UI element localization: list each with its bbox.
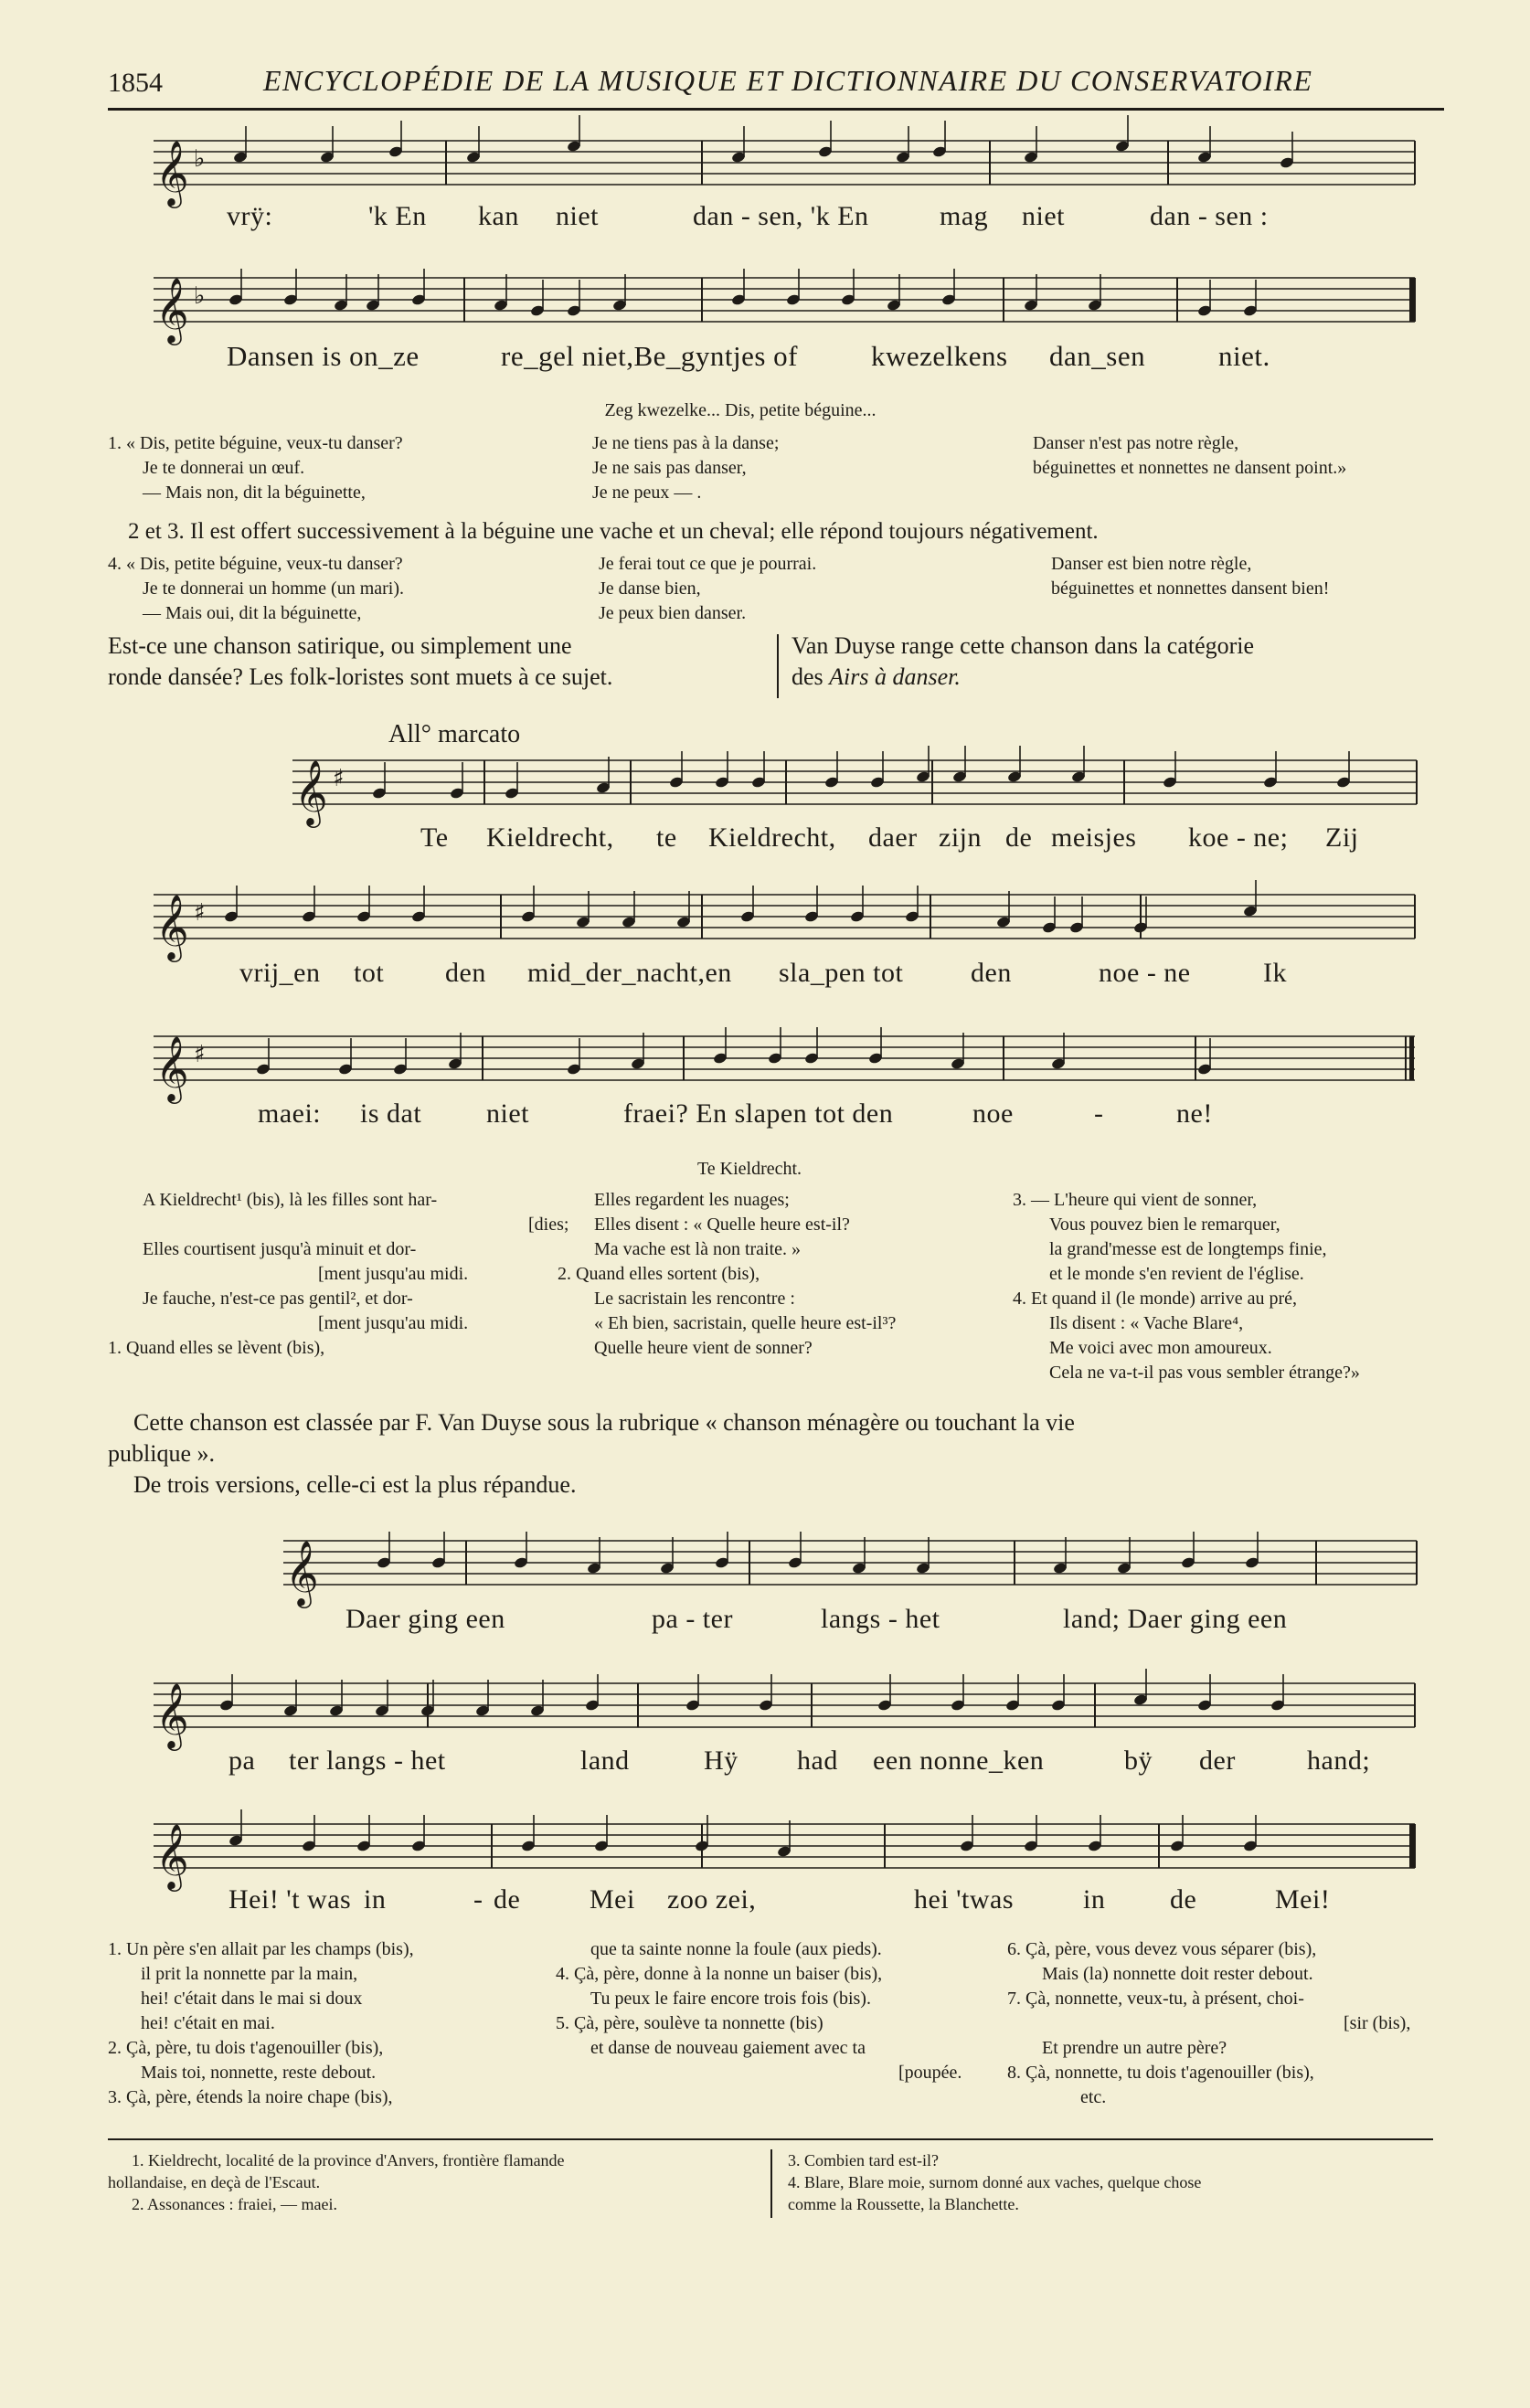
kieldrecht-col3: 3. — L'heure qui vient de sonner, Vous pouvez bien le remarquer, la grand'messe est de longtemps finie, et le monde s'en revient de l'église. 4. Et quand il (le monde) arrive au pré, Ils disent : « Vache Blare⁴, Me voici avec mon amoureux. Cela ne va-t-il pas vous sembler étrange?» (1013, 1190, 1360, 1383)
column-divider (777, 634, 779, 698)
footnote-rule (108, 2138, 1433, 2140)
treble-clef-icon: 𝄞 (155, 1034, 189, 1101)
treble-clef-icon: 𝄞 (155, 1681, 189, 1748)
final-bar-line (1409, 1036, 1414, 1080)
treble-clef-icon: 𝄞 (294, 758, 328, 825)
commentary-left: Est-ce une chanson satirique, ou simplement une ronde dansée? Les folk-loristes sont muets à ce sujet. (108, 632, 613, 690)
treble-clef-icon: 𝄞 (285, 1539, 319, 1606)
tempo-marking: All° marcato (388, 720, 521, 748)
treble-clef-icon: 𝄞 (155, 893, 189, 960)
staff-lines (154, 1824, 1415, 1868)
final-bar-line (1409, 278, 1414, 322)
commentary-song2: Cette chanson est classée par F. Van Duyse sous la rubrique « chanson ménagère ou touchant la vie publique ». De trois versions, celle-ci est la plus répandue. (108, 1409, 1075, 1498)
verse1-col1: 1. « Dis, petite béguine, veux-tu danser? Je te donnerai un œuf. — Mais non, dit la béguinette, (108, 433, 403, 503)
music-staff-song1-line2 (154, 265, 1415, 343)
pater-col2: que ta sainte nonne la foule (aux pieds). 4. Çà, père, donne à la nonne un baiser (bis), Tu peux le faire encore trois fois (bis). 5. Çà, père, soulève ta nonnette (bis) et danse de nouveau gaiement avec ta [poupée. (556, 1939, 962, 2083)
verse23-note: 2 et 3. Il est offert successivement à la béguine une vache et un cheval; elle répond toujours négativement. (128, 519, 1099, 544)
pater-col3: 6. Çà, père, vous devez vous séparer (bis), Mais (la) nonnette doit rester debout. 7. Çà, nonnette, veux-tu, à présent, choi- [sir (bis), Et prendre un autre père? 8. Çà, nonnette, tu dois t'agenouiller (bis), etc. (1007, 1939, 1411, 2107)
page-title: ENCYCLOPÉDIE DE LA MUSIQUE ET DICTIONNAIRE DU CONSERVATOIRE (263, 64, 1313, 97)
staff-lines (154, 895, 1415, 939)
treble-clef-icon: 𝄞 (155, 1822, 189, 1889)
music-staff-song1-line1 (154, 128, 1415, 206)
staff-lines (292, 760, 1417, 804)
verse1-col2: Je ne tiens pas à la danse; Je ne sais pas danser, Je ne peux — . (592, 433, 780, 503)
verse4-col1: 4. « Dis, petite béguine, veux-tu danser? Je te donnerai un homme (un mari). — Mais oui, dit la béguinette, (108, 554, 405, 623)
treble-clef-icon: 𝄞 (155, 139, 189, 206)
music-staff-song3-line1 (283, 1528, 1417, 1606)
kieldrecht-col1: A Kieldrecht¹ (bis), là les filles sont har- [dies; Elles courtisent jusqu'à minuit et dor- [ment jusqu'au midi. Je fauche, n'est-ce pas gentil², et dor- [ment jusqu'au midi. 1. Quand elles se lèvent (bis), (108, 1190, 569, 1358)
footnote-divider (770, 2149, 772, 2218)
verse4-col2: Je ferai tout ce que je pourrai. Je danse bien, Je peux bien danser. (599, 554, 817, 623)
staff-lines (154, 1683, 1415, 1727)
music-staff-song3-line3 (154, 1811, 1415, 1889)
kieldrecht-col2: Elles regardent les nuages; Elles disent : « Quelle heure est-il? Ma vache est là non traite. » 2. Quand elles sortent (bis), Le sacristain les rencontre : « Eh bien, sacristain, quelle heure est-il³? Quelle heure vient de sonner? (558, 1190, 897, 1358)
staff-lines (154, 141, 1415, 185)
key-signature-icon: ♯ (333, 765, 345, 792)
treble-clef-icon: 𝄞 (155, 276, 189, 343)
key-signature-icon: ♭ (194, 282, 206, 310)
footnotes-left: 1. Kieldrecht, localité de la province d'Anvers, frontière flamande hollandaise, en deçà de l'Escaut. 2. Assonances : fraiei, — maei. (108, 2151, 565, 2213)
music-staff-song2-line2 (154, 882, 1415, 960)
music-staff-song2-line1 (292, 748, 1417, 825)
pater-col1: 1. Un père s'en allait par les champs (bis), il prit la nonnette par la main, hei! c'était dans le mai si doux hei! c'était en mai. 2. Çà, père, tu dois t'agenouiller (bis), Mais toi, nonnette, reste debout. 3. Çà, père, étends la noire chape (bis), (108, 1939, 414, 2107)
verse1-col3: Danser n'est pas notre règle, béguinettes et nonnettes ne dansent point.» (1033, 433, 1347, 478)
key-signature-icon: ♯ (194, 1041, 206, 1068)
commentary-right: Van Duyse range cette chanson dans la catégorie des Airs à danser. (792, 632, 1255, 690)
music-staff-song3-line2 (154, 1671, 1415, 1748)
final-bar-line (1409, 1824, 1414, 1868)
verse4-col3: Danser est bien notre règle, béguinettes et nonnettes dansent bien! (1051, 554, 1330, 599)
key-signature-icon: ♯ (194, 899, 206, 927)
header-rule (108, 108, 1444, 111)
page-number: 1854 (108, 68, 163, 98)
translation-title-song1: Zeg kwezelke... Dis, petite béguine... (604, 400, 877, 420)
footnotes-right: 3. Combien tard est-il? 4. Blare, Blare moie, surnom donné aux vaches, quelque chose comme la Roussette, la Blanchette. (788, 2151, 1202, 2213)
translation-title-song2: Te Kieldrecht. (696, 1159, 802, 1179)
staff-lines (154, 278, 1415, 322)
key-signature-icon: ♭ (194, 145, 206, 173)
music-staff-song2-line3 (154, 1024, 1415, 1101)
